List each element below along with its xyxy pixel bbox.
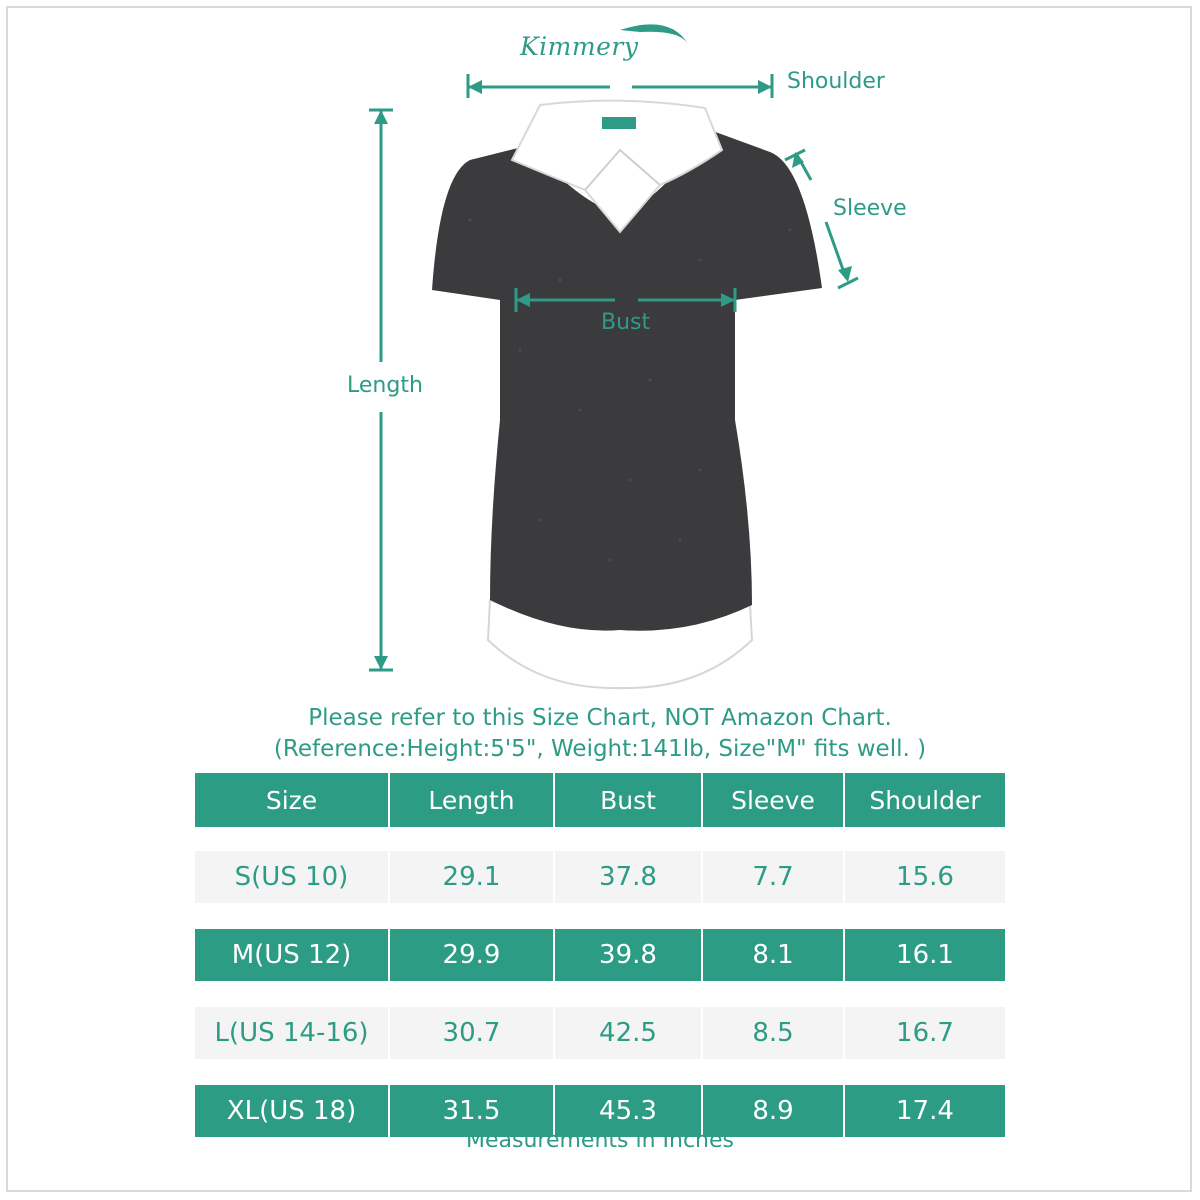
table-row — [195, 929, 1005, 981]
cell-sleeve: 8.9 — [703, 1085, 845, 1137]
size-table — [195, 773, 1005, 1163]
cell-shoulder: 15.6 — [845, 851, 1005, 903]
cell-sleeve: 8.1 — [703, 929, 845, 981]
header-sleeve: Sleeve — [703, 773, 845, 827]
cell-size: L(US 14-16) — [195, 1007, 390, 1059]
cell-shoulder: 16.7 — [845, 1007, 1005, 1059]
size-chart-note: Please refer to this Size Chart, NOT Amazon Chart. — [308, 705, 892, 731]
cell-length: 30.7 — [390, 1007, 555, 1059]
header-length: Length — [390, 773, 555, 827]
table-header-row — [195, 773, 1005, 827]
header-shoulder: Shoulder — [845, 773, 1005, 827]
cell-size: XL(US 18) — [195, 1085, 390, 1137]
sleeve-label: Sleeve — [833, 196, 907, 221]
cell-bust: 45.3 — [555, 1085, 703, 1137]
cell-length: 29.1 — [390, 851, 555, 903]
cell-size: S(US 10) — [195, 851, 390, 903]
cell-sleeve: 8.5 — [703, 1007, 845, 1059]
neck-label — [602, 117, 636, 129]
cell-length: 29.9 — [390, 929, 555, 981]
cell-bust: 42.5 — [555, 1007, 703, 1059]
shoulder-arrow — [468, 74, 772, 98]
table-row — [195, 851, 1005, 903]
cell-sleeve: 7.7 — [703, 851, 845, 903]
measurement-unit-note: Measurements in Inches — [465, 1128, 734, 1153]
bust-label: Bust — [601, 310, 651, 335]
length-label: Length — [347, 373, 423, 398]
cell-bust: 37.8 — [555, 851, 703, 903]
cell-shoulder: 16.1 — [845, 929, 1005, 981]
reference-note: (Reference:Height:5'5", Weight:141lb, Size"M" fits well. ) — [273, 736, 927, 762]
cell-size: M(US 12) — [195, 929, 390, 981]
cell-length: 31.5 — [390, 1085, 555, 1137]
cell-shoulder: 17.4 — [845, 1085, 1005, 1137]
header-size: Size — [195, 773, 390, 827]
table-row — [195, 1007, 1005, 1059]
brand-name: Kimmery — [520, 32, 639, 61]
cell-bust: 39.8 — [555, 929, 703, 981]
header-bust: Bust — [555, 773, 703, 827]
shoulder-label: Shoulder — [787, 69, 885, 94]
